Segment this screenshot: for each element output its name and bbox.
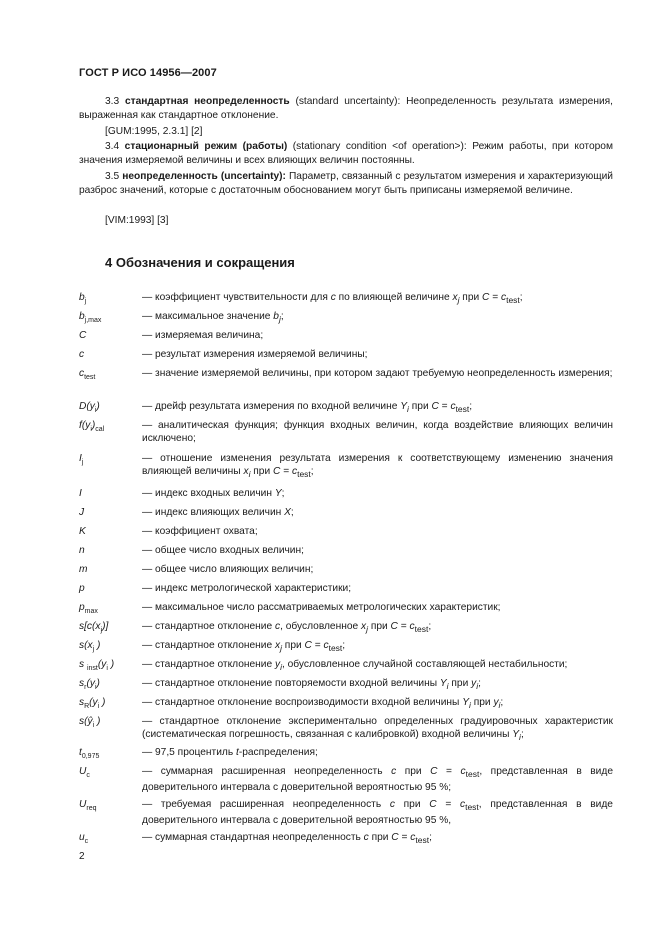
symbol-description: — максимальное число рассматриваемых метрологических характеристик; (142, 602, 501, 613)
document-header: ГОСТ Р ИСО 14956—2007 (79, 67, 217, 79)
symbol: $I_j$ (79, 453, 84, 467)
symbol: s $_{inst}(y_i$ ) (79, 659, 115, 673)
definition-reference: [GUM:1995, 2.3.1] [2] (105, 126, 203, 137)
symbol-description: — стандартное отклонение повторяемости входной величины $Y_i$ при $y_i$; (142, 678, 481, 692)
symbol-description: — стандартное отклонение воспроизводимости входной величины $Y_i$ при $y_i$; (142, 697, 504, 711)
symbol-description: — 97,5 процентиль t-распределения; (142, 747, 318, 758)
symbol: I (79, 488, 82, 499)
definition-term: стационарный режим (работы) (124, 141, 288, 152)
symbol-description: — индекс влияющих величин X; (142, 507, 294, 518)
symbol: $t_{0,975}$ (79, 747, 100, 761)
symbol: $s(ŷ_i$ ) (79, 716, 101, 730)
symbol: $U_c$ (79, 766, 90, 780)
symbol-description: — аналитическая функция; функция входных величин, когда воздействие влияющих величин исключено; (142, 420, 613, 444)
definition-number: 3.3 (105, 96, 120, 107)
definition-text: (stationary condition <of operation>): Режим работы, при котором значения измеряемой величины и всех влияющих величин постоянны. (79, 141, 613, 166)
symbol-description: — коэффициент чувствительности для c по влияющей величине $x_j$ при $C = c_{test}$; (142, 292, 523, 306)
symbol-description: — дрейф результата измерения по входной величине $Y_i$ при $C = c_{test}$; (142, 401, 473, 415)
definition-term: неопределенность (uncertainty): (122, 171, 286, 182)
section-title: 4 Обозначения и сокращения (105, 255, 295, 270)
symbol-description: — суммарная расширенная неопределенность c при $C = c_{test}$, представленная в виде доверительного интервала с доверительной вероятностью 95 %; (142, 766, 613, 794)
symbol: $p_{max}$ (79, 602, 98, 616)
symbol: $c_{test}$ (79, 368, 96, 382)
symbol-description: — отношение изменения результата измерения к соответствующему изменению значения влияющей величины $x_i$ при $C = c_{test}$; (142, 453, 613, 480)
symbol-description: — индекс входных величин Y; (142, 488, 285, 499)
definition-text: (standard uncertainty): Неопределенность результата измерения, выраженная как стандартное отклонение. (79, 96, 613, 121)
definition-3-3 (79, 95, 613, 123)
symbol-description: — значение измеряемой величины, при котором задают требуемую неопределенность измерения; (142, 368, 613, 379)
symbol-description: — результат измерения измеряемой величины; (142, 349, 368, 360)
symbol: $s_R(y_i$ ) (79, 697, 106, 711)
symbol: c (79, 349, 85, 360)
symbol: m (79, 564, 88, 575)
symbol: $D(y_i)$ (79, 401, 100, 415)
symbol: $u_c$ (79, 832, 89, 846)
symbol-description: — максимальное значение $b_j$; (142, 311, 284, 325)
definition-number: 3.5 (105, 171, 120, 182)
definition-number: 3.4 (105, 141, 120, 152)
symbol: p (79, 583, 85, 594)
symbol: $b_j$ (79, 292, 87, 306)
symbol: J (79, 507, 85, 518)
symbol: $s(x_j$ ) (79, 640, 101, 654)
symbol-description: — индекс метрологической характеристики; (142, 583, 352, 594)
symbol: $b_{j,max}$ (79, 311, 102, 325)
definition-text: Параметр, связанный с результатом измерения и характеризующий разброс значений, которые с достаточным обоснованием могут быть приписаны измеряемой величине. (79, 171, 613, 196)
symbol: K (79, 526, 86, 537)
symbol-description: — общее число входных величин; (142, 545, 304, 556)
symbol-description: — измеряемая величина; (142, 330, 264, 341)
symbol: C (79, 330, 87, 341)
symbol: $U_{req}$ (79, 799, 97, 813)
definition-3-4 (79, 140, 613, 168)
symbol-description: — общее число влияющих величин; (142, 564, 314, 575)
symbol-description: — стандартное отклонение экспериментально определенных градуировочных характеристик (систематическая погрешность, связанная с калибровкой) входной величины $Y_i$; (142, 716, 613, 743)
symbol-description: — стандартное отклонение $y_i$, обусловленное случайной составляющей нестабильности; (142, 659, 568, 673)
symbol: $s_r(y_i)$ (79, 678, 100, 692)
symbol-description: — суммарная стандартная неопределенность c при $C = c_{test}$; (142, 832, 432, 846)
definition-3-5 (79, 170, 613, 198)
symbol-description: — требуемая расширенная неопределенность c при $C = c_{test}$, представленная в виде доверительного интервала с доверительной вероятностью 95 %, (142, 799, 613, 827)
definition-term: стандартная неопределенность (124, 96, 290, 107)
page-number: 2 (79, 851, 85, 862)
symbol: $f(y_i)_{cal}$ (79, 420, 105, 434)
symbol-description: — стандартное отклонение $x_j$ при $C = c_{test}$; (142, 640, 346, 654)
symbol-description: — стандартное отклонение c, обусловленное $x_j$ при $C = c_{test}$; (142, 621, 432, 635)
definition-reference: [VIM:1993] [3] (105, 215, 169, 226)
symbol: $s[c(x_j)]$ (79, 621, 109, 635)
symbol-description: — коэффициент охвата; (142, 526, 258, 537)
symbol: n (79, 545, 85, 556)
